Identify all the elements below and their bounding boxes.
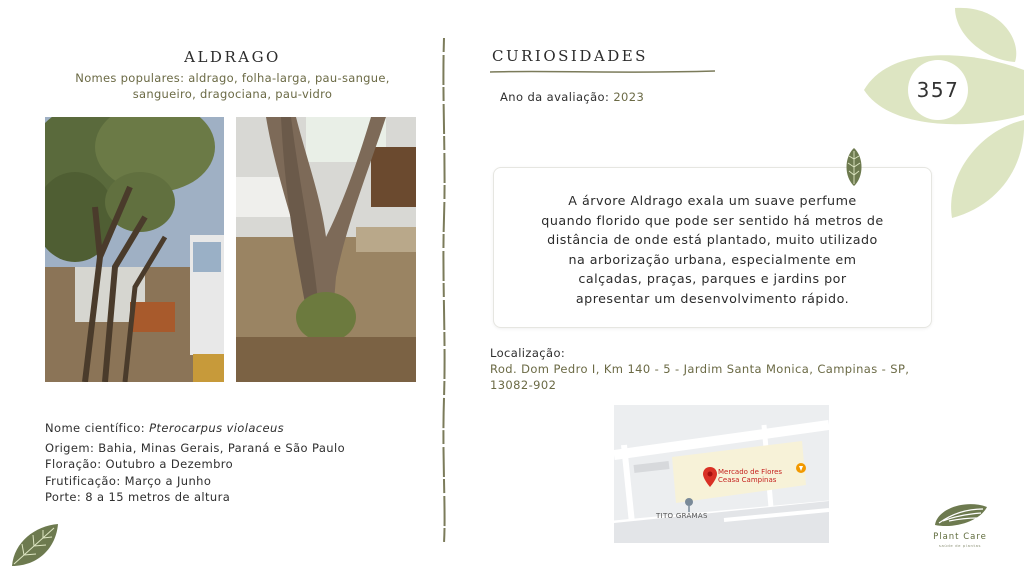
- map-place-label[interactable]: Mercado de Flores Ceasa Campinas: [718, 468, 783, 484]
- location-label: Localização:: [490, 346, 566, 360]
- curiosities-title: CURIOSIDADES: [492, 47, 648, 65]
- plant-facts: [45, 420, 435, 506]
- evaluation-year: Ano da avaliação: 2023: [500, 90, 645, 104]
- curiosity-text: A árvore Aldrago exala um suave perfume quando florido que pode ser sentido há metros de distância de onde está plantado, muito utilizado na arborização urbana, especialmente em calçadas, praças, parques e jardins por apresentar um desenvolvimento rápido.: [541, 193, 884, 306]
- origin: Origem: Bahia, Minas Gerais, Paraná e São Paulo: [45, 440, 346, 455]
- popular-names: Nomes populares: aldrago, folha-larga, pau-sangue, sangueiro, dragociana, pau-vidro: [75, 71, 390, 101]
- flowering: Floração: Outubro a Dezembro: [45, 457, 234, 471]
- map-poi-label[interactable]: TITO GRAMAS: [656, 512, 708, 520]
- location-map[interactable]: [614, 405, 829, 543]
- scientific-name: Nome científico: Pterocarpus violaceus: [45, 421, 285, 435]
- plant-title: ALDRAGO: [184, 48, 281, 66]
- map-pin-icon[interactable]: [703, 467, 717, 487]
- size: Porte: 8 a 15 metros de altura: [45, 490, 231, 504]
- tree-photo-trunk: [236, 117, 416, 382]
- logo-name: Plant Care: [933, 532, 987, 542]
- leaf-icon: [10, 522, 60, 568]
- location-address: Rod. Dom Pedro I, Km 140 - 5 - Jardim Santa Monica, Campinas - SP, 13082-902: [490, 362, 910, 392]
- logo-tagline: saúde de plantas: [938, 543, 982, 548]
- tree-photo-canopy: [45, 117, 224, 382]
- title-underline: [490, 69, 715, 75]
- fruiting: Frutificação: Março a Junho: [45, 473, 212, 488]
- tree-number-badge: 357: [916, 78, 960, 102]
- column-divider: [440, 38, 448, 543]
- leaf-icon: [843, 147, 865, 187]
